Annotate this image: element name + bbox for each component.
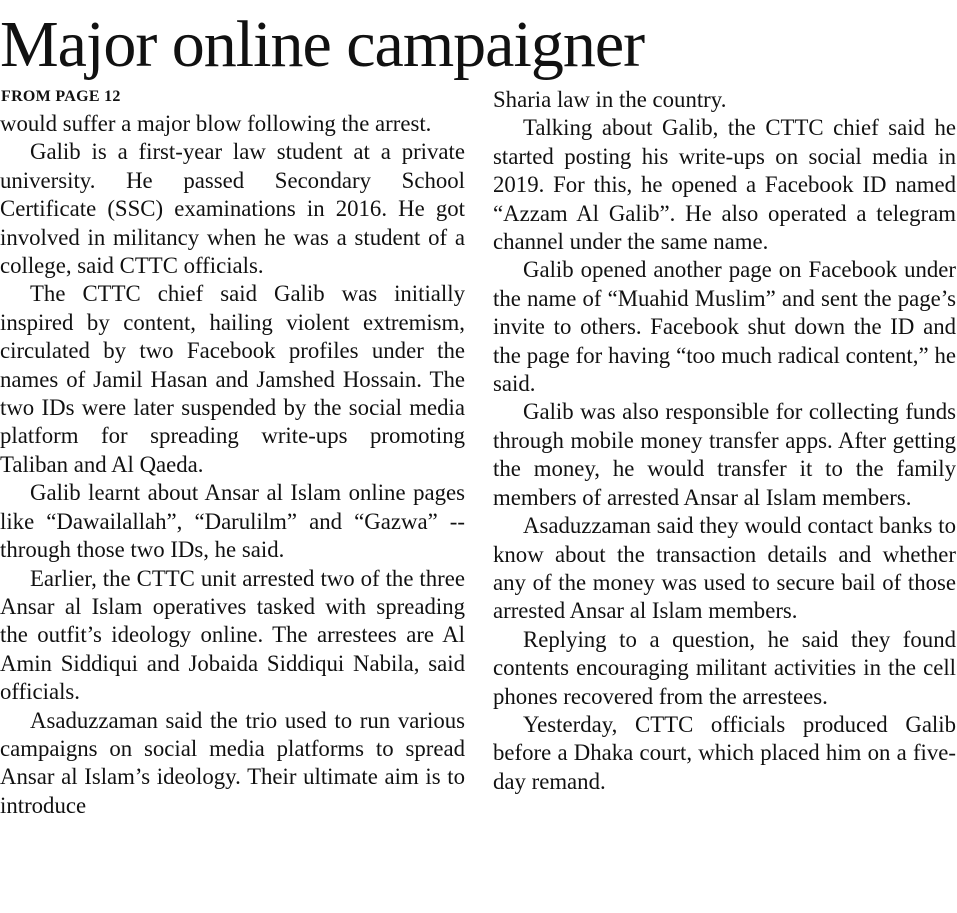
article-column-right (493, 86, 956, 796)
paragraph: would suffer a major blow following the arrest. (0, 111, 432, 136)
paragraph: Replying to a question, he said they found contents encouraging militant activities in the cell phones recovered from the arrestees. (493, 626, 956, 709)
article-column-left (0, 110, 465, 820)
paragraph: Galib opened another page on Facebook under the name of “Muahid Muslim” and sent the page’s invite to others. Facebook shut down the ID and the page for having “too much radical content,” he said. (493, 257, 956, 397)
paragraph: Galib learnt about Ansar al Islam online pages like “Dawailallah”, “Darulilm” and “Gazwa” --through those two IDs, he said. (0, 480, 465, 563)
paragraph: Yesterday, CTTC officials produced Galib before a Dhaka court, which placed him on a five-day remand. (493, 711, 956, 794)
paragraph: Galib was also responsible for collecting funds through mobile money transfer apps. After getting the money, he would transfer it to the family members of arrested Ansar al Islam members. (493, 399, 956, 510)
paragraph: Asaduzzaman said they would contact banks to know about the transaction details and whether any of the money was used to secure bail of those arrested Ansar al Islam members. (493, 513, 956, 624)
paragraph: Galib is a first-year law student at a private university. He passed Secondary School Certificate (SSC) examinations in 2016. He got involved in militancy when he was a student of a college, said CTTC officials. (0, 139, 465, 279)
continued-from-label: FROM PAGE 12 (1, 88, 121, 105)
headline: Major online campaigner (0, 8, 645, 81)
paragraph: Sharia law in the country. (493, 87, 727, 112)
paragraph: Talking about Galib, the CTTC chief said he started posting his write-ups on social media in 2019. For this, he opened a Facebook ID named “Azzam Al Galib”. He also operated a telegram channel under the same name. (493, 115, 956, 255)
paragraph: The CTTC chief said Galib was initially inspired by content, hailing violent extremism, circulated by two Facebook profiles under the names of Jamil Hasan and Jamshed Hossain. The two IDs were later suspended by the social media platform for spreading write-ups promoting Taliban and Al Qaeda. (0, 281, 465, 477)
paragraph: Earlier, the CTTC unit arrested two of the three Ansar al Islam operatives tasked with spreading the outfit’s ideology online. The arrestees are Al Amin Siddiqui and Jobaida Siddiqui Nabila, said officials. (0, 565, 465, 705)
paragraph: Asaduzzaman said the trio used to run various campaigns on social media platforms to spread Ansar al Islam’s ideology. Their ultimate aim is to introduce (0, 707, 465, 818)
